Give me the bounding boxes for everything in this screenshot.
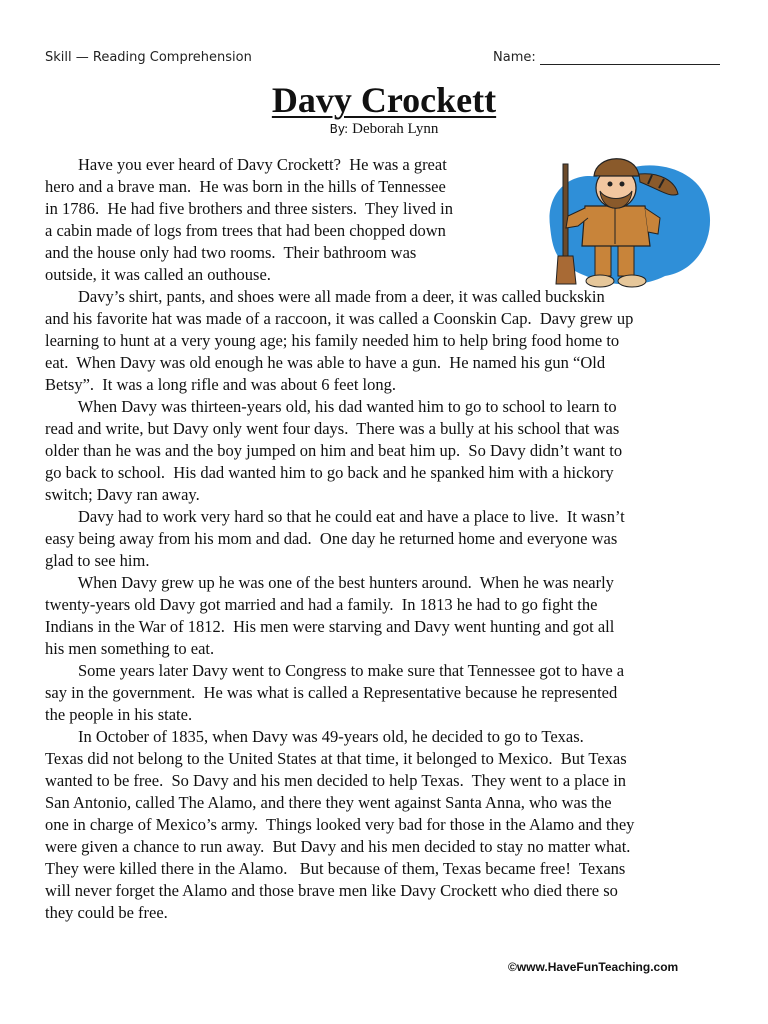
story-line: older than he was and the boy jumped on him and beat him up. So Davy didn’t want to — [45, 441, 623, 460]
story-line: Some years later Davy went to Congress to make sure that Tennessee got to have a — [45, 661, 625, 680]
story-line: They were killed there in the Alamo. But because of them, Texas became free! Texans — [45, 859, 626, 878]
story-line: Betsy”. It was a long rifle and was about 6 feet long. — [45, 375, 396, 394]
story-line: and his favorite hat was made of a raccoon, it was called a Coonskin Cap. Davy grew up — [45, 309, 634, 328]
name-field — [493, 50, 720, 65]
story-line: easy being away from his mom and dad. One day he returned home and everyone was — [45, 529, 618, 548]
story-line: in 1786. He had five brothers and three sisters. They lived in — [45, 199, 453, 218]
story-line: wanted to be free. So Davy and his men decided to help Texas. They went to a place in — [45, 771, 627, 790]
story-line: they could be free. — [45, 903, 168, 922]
story-line: switch; Davy ran away. — [45, 485, 200, 504]
skill-label: Skill — Reading Comprehension — [45, 50, 252, 65]
story-line: were given a chance to run away. But Davy and his men decided to stay no matter what. — [45, 837, 631, 856]
story-line: and the house only had two rooms. Their bathroom was — [45, 243, 417, 262]
story-line: Texas did not belong to the United States at that time, it belonged to Mexico. But Texas — [45, 749, 627, 768]
story-line: eat. When Davy was old enough he was able to have a gun. He named his gun “Old — [45, 353, 606, 372]
story-line: a cabin made of logs from trees that had been chopped down — [45, 221, 446, 240]
story-line: Davy’s shirt, pants, and shoes were all made from a deer, it was called buckskin — [45, 287, 605, 306]
footer-copyright: ©www.HaveFunTeaching.com — [508, 960, 679, 974]
story-line: outside, it was called an outhouse. — [45, 265, 271, 284]
story-line: San Antonio, called The Alamo, and there they went against Santa Anna, who was the — [45, 793, 612, 812]
story-line: glad to see him. — [45, 551, 150, 570]
story-line: learning to hunt at a very young age; his family needed him to help bring food home to — [45, 331, 620, 350]
story-line: In October of 1835, when Davy was 49-years old, he decided to go to Texas. — [45, 727, 584, 746]
story-line: his men something to eat. — [45, 639, 215, 658]
byline-by: By: — [329, 122, 349, 136]
byline — [0, 121, 768, 138]
story-line: Have you ever heard of Davy Crockett? He was a great — [45, 155, 447, 174]
story-line: hero and a brave man. He was born in the hills of Tennessee — [45, 177, 446, 196]
name-label: Name: — [493, 50, 536, 65]
story-line: say in the government. He was what is called a Representative because he represented — [45, 683, 618, 702]
story-line: twenty-years old Davy got married and had a family. In 1813 he had to go fight the — [45, 595, 598, 614]
byline-author: Deborah Lynn — [352, 121, 439, 137]
page-title: Davy Crockett — [271, 80, 497, 120]
name-blank-line[interactable] — [540, 53, 720, 65]
frontiersman-with-rifle-icon — [540, 146, 720, 296]
story-line: will never forget the Alamo and those brave men like Davy Crockett who died there so — [45, 881, 618, 900]
story-line: read and write, but Davy only went four days. There was a bully at his school that was — [45, 419, 620, 438]
story-line: Indians in the War of 1812. His men were starving and Davy went hunting and got all — [45, 617, 615, 636]
story-line: When Davy was thirteen-years old, his dad wanted him to go to school to learn to — [45, 397, 617, 416]
story-line: When Davy grew up he was one of the best hunters around. When he was nearly — [45, 573, 614, 592]
story-line: Davy had to work very hard so that he could eat and have a place to live. It wasn’t — [45, 507, 625, 526]
story-line: one in charge of Mexico’s army. Things looked very bad for those in the Alamo and they — [45, 815, 635, 834]
story-line: the people in his state. — [45, 705, 193, 724]
story-line: go back to school. His dad wanted him to go back and he spanked him with a hickory — [45, 463, 614, 482]
